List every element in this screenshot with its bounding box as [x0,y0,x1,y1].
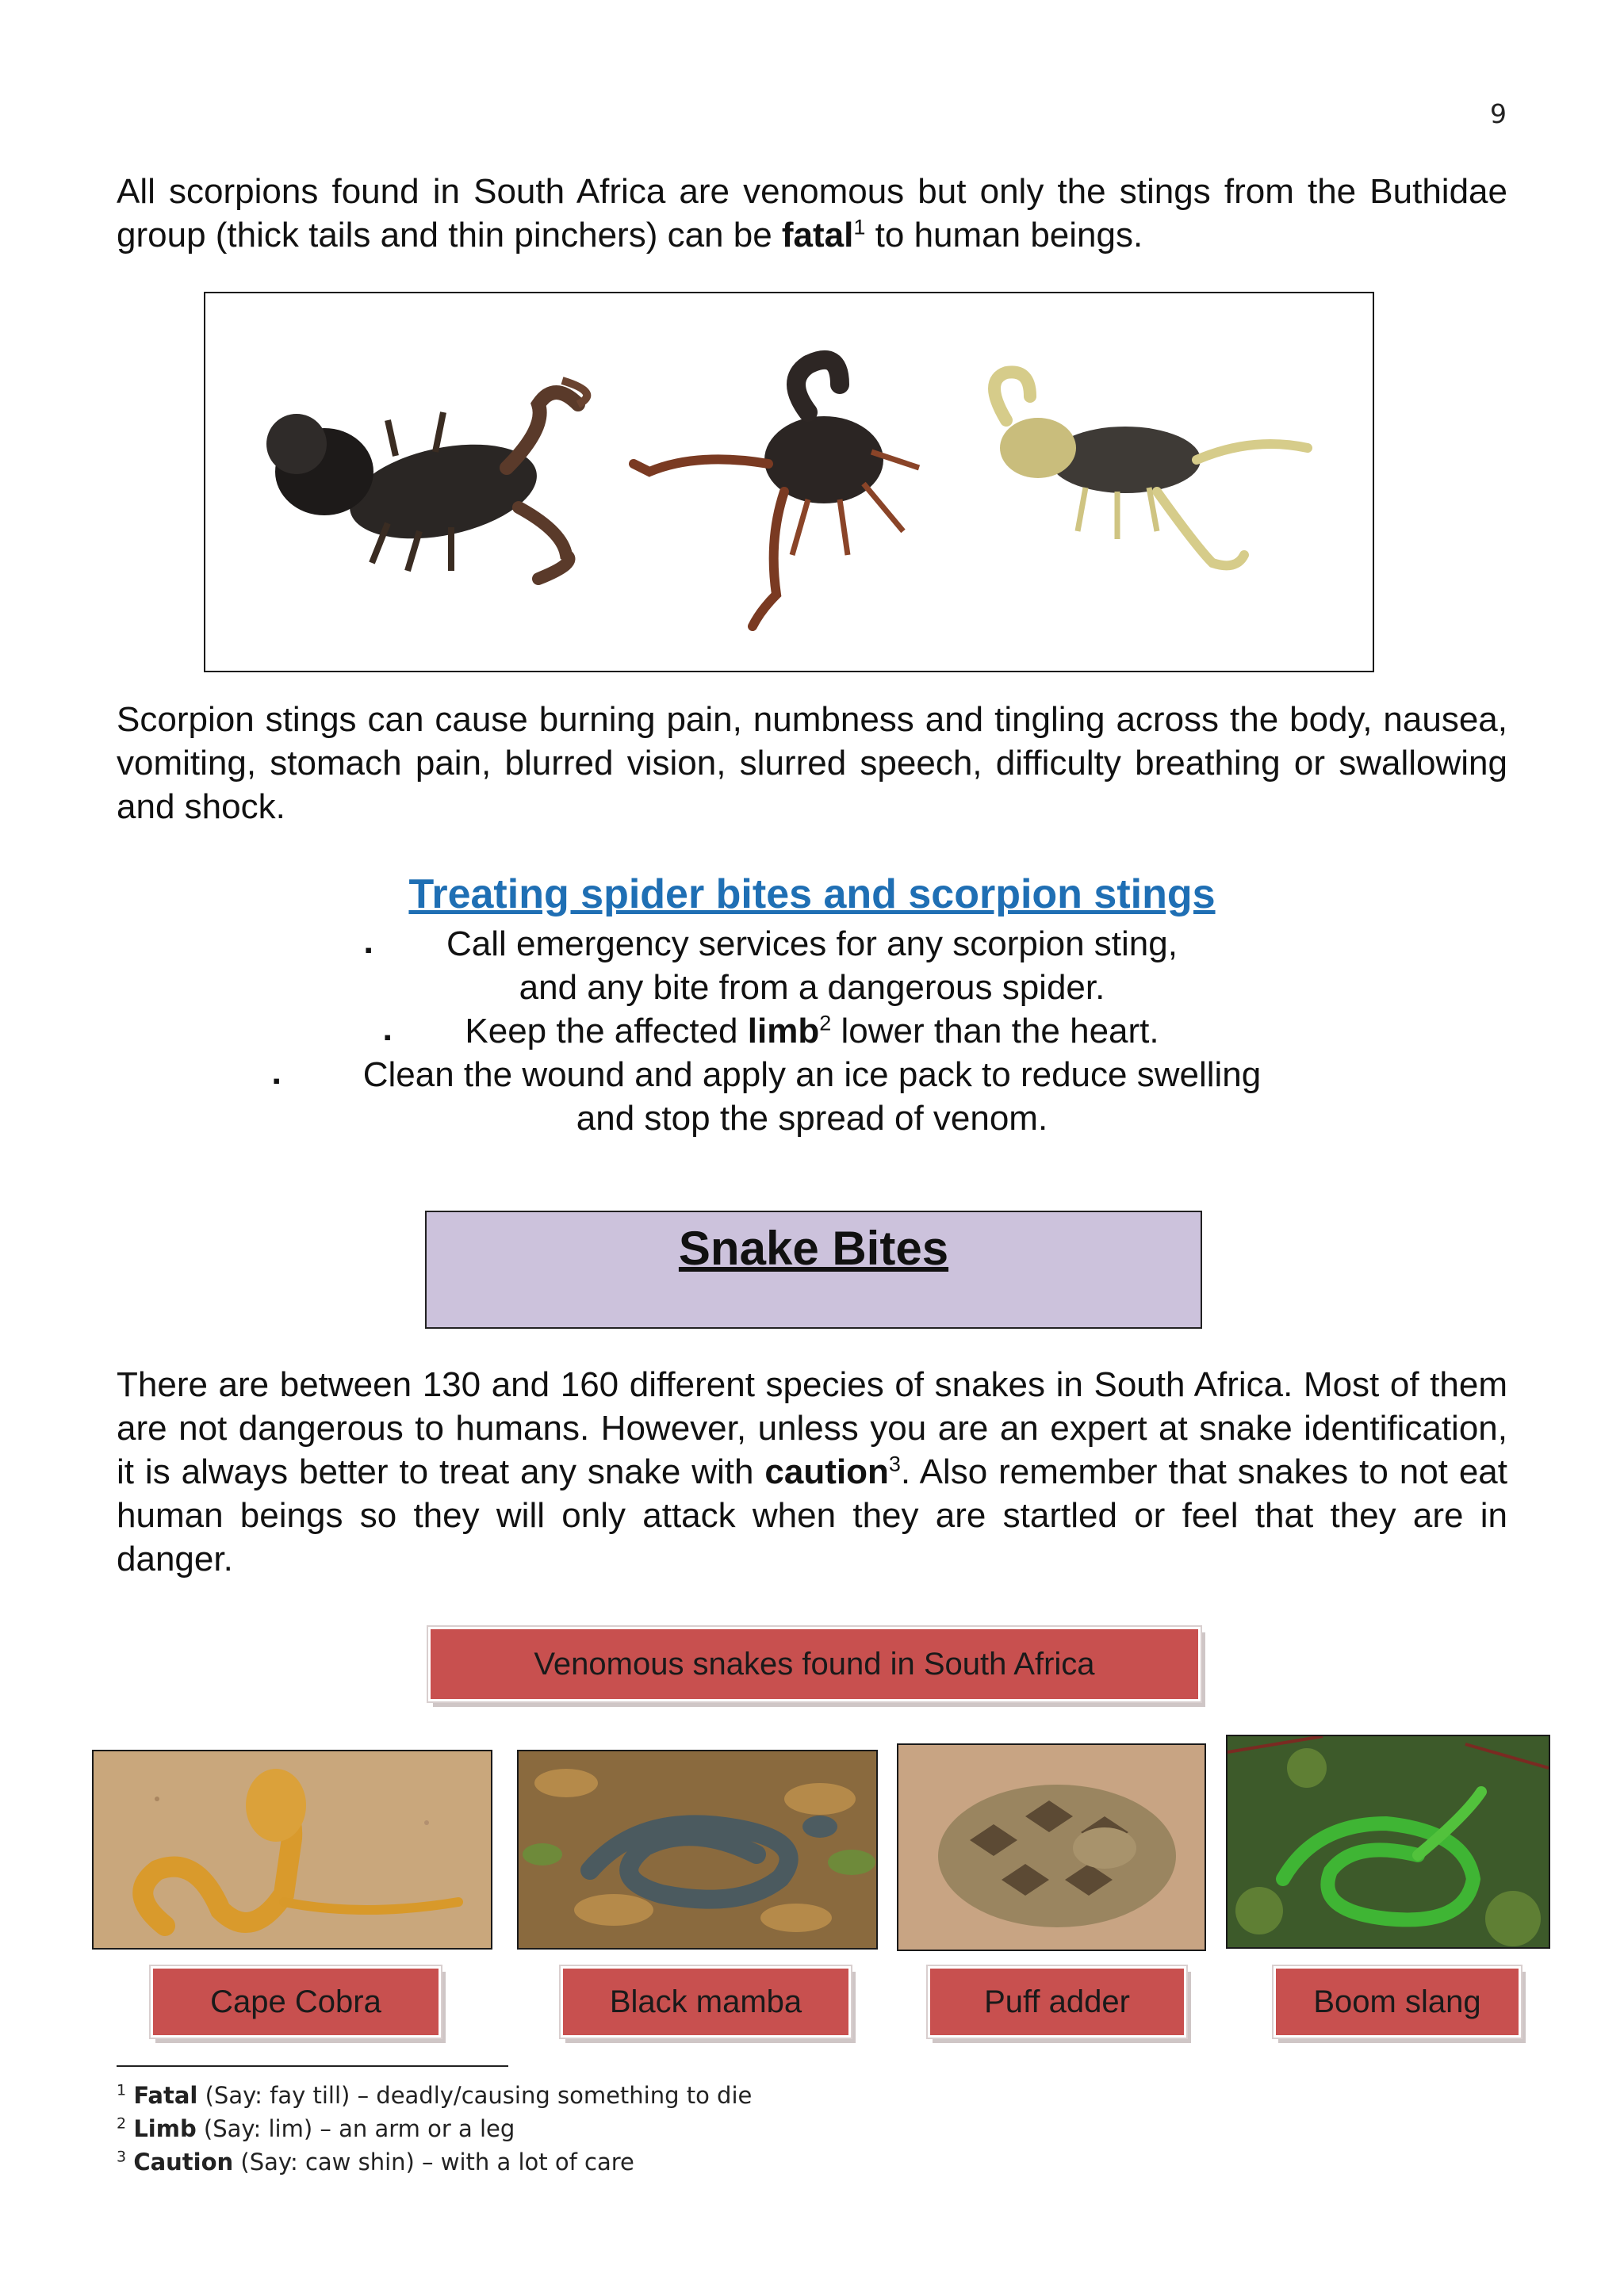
symptoms-paragraph: Scorpion stings can cause burning pain, numbness and tingling across the body, nausea, vomiting, stomach pain, blurred vision, slurred speech, difficulty breathing or swallowing and shock. [117,700,1507,826]
footnote-text: (Say: fay till) – deadly/causing something to die [197,2082,753,2109]
snake-label-cape-cobra: Cape Cobra [151,1966,441,2038]
list-item [0,1009,1624,1053]
snake-paragraph [117,1363,1507,1581]
snake-text: There are between 130 and 160 different species of snakes in South Africa. Most of them are not dangerous to humans. However, unless you are an expert at snake identification, it is always better to treat any snake with [117,1365,1507,1491]
footnote-divider [117,2065,508,2067]
scorpions-illustration [205,293,1373,671]
footnote-term: Caution [133,2149,234,2175]
black-mamba-photo [517,1750,878,1950]
list-item [0,922,1624,966]
term-caution: caution [764,1452,889,1491]
footnote-ref-1: 1 [853,215,866,239]
footnote-ref-2: 2 [819,1011,832,1035]
footnote-2 [117,2115,515,2142]
intro-paragraph [117,170,1507,257]
scorpion-pale-image [994,372,1308,565]
footnote-term: Limb [133,2115,197,2142]
list-item-text-end: lower than the heart. [831,1012,1159,1050]
puff-adder-photo [897,1743,1206,1951]
snake-label-boom-slang: Boom slang [1274,1966,1521,2038]
scorpion-image-frame [204,292,1374,672]
scorpion-brown-image [634,360,919,626]
boom-slang-photo [1226,1735,1550,1949]
snake-text-end: . Also remember that snakes to not eat human beings so they will only attack when they are startled or feel that they are in danger. [117,1452,1507,1578]
list-item: Clean the wound and apply an ice pack to reduce swelling [362,1055,1262,1094]
list-item-continuation: and stop the spread of venom. [576,1099,1048,1138]
footnote-1 [117,2082,752,2109]
intro-text: All scorpions found in South Africa are venomous but only the stings from the Buthidae group (thick tails and thin pinchers) can be [117,172,1507,254]
list-item-text: Keep the affected [465,1012,748,1050]
bullet-icon: ▪ [273,1069,281,1093]
footnote-text: (Say: caw shin) – with a lot of care [233,2149,634,2175]
footnote-3 [117,2149,634,2175]
bullet-icon: ▪ [365,938,373,962]
treating-heading: Treating spider bites and scorpion stings [408,871,1216,917]
footnote-number: 2 [117,2114,127,2133]
term-limb: limb [747,1012,820,1050]
bullet-icon: ▪ [384,1025,392,1049]
snake-bites-title: Snake Bites [678,1222,949,1275]
list-item-continuation: and any bite from a dangerous spider. [519,968,1105,1007]
scorpion-dark-image [266,381,587,579]
footnote-number: 1 [117,2081,127,2099]
cape-cobra-photo [92,1750,492,1950]
snake-label-puff-adder: Puff adder [928,1966,1186,2038]
footnote-text: (Say: lim) – an arm or a leg [196,2115,515,2142]
footnote-term: Fatal [133,2082,198,2109]
term-fatal: fatal [781,216,854,254]
list-item-text: Call emergency services for any scorpion sting, [446,924,1178,963]
footnote-ref-3: 3 [888,1452,901,1476]
venomous-snakes-banner: Venomous snakes found in South Africa [428,1627,1201,1701]
page-number: 9 [1490,98,1507,129]
intro-text-end: to human beings. [865,216,1143,254]
footnote-number: 3 [117,2148,127,2166]
snake-label-black-mamba: Black mamba [561,1966,851,2038]
